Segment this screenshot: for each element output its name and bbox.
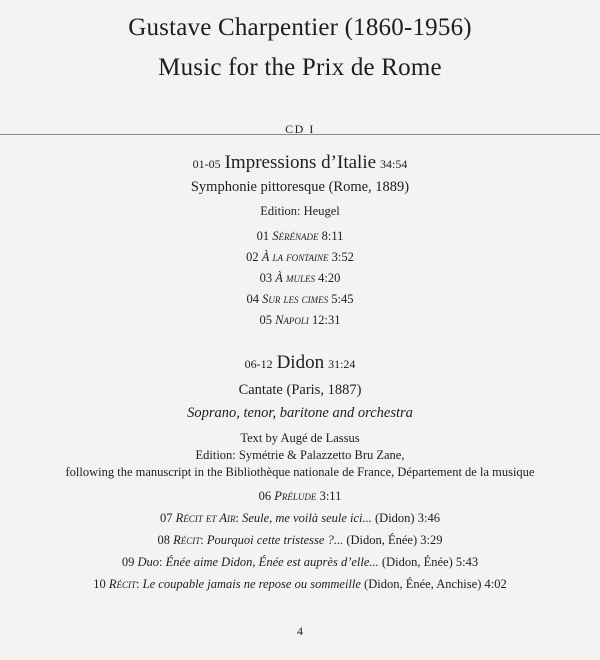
track-item: 07 Récit et Air: Seule, me voilà seule ici... (Didon) 3:46: [160, 511, 440, 525]
track-range: 06-12: [244, 357, 273, 371]
work-subtitle: Cantate (Paris, 1887): [238, 382, 362, 398]
page-number: 4: [297, 624, 303, 638]
track-item: 03 À mules 4:20: [259, 271, 341, 285]
work-scoring: Soprano, tenor, baritone and orchestra: [187, 405, 413, 421]
work-heading-impressions: [0, 152, 600, 174]
work-heading-didon: [0, 352, 600, 374]
track-item: 02 À la fontaine 3:52: [246, 250, 354, 264]
track-item: 06 Prélude 3:11: [258, 489, 342, 503]
track-item: 08 Récit: Pourquoi cette tristesse ?... (Didon, Énée) 3:29: [157, 533, 443, 547]
track-item: 01 Sérénade 8:11: [256, 229, 344, 243]
manuscript-note: following the manuscript in the Bibliothèque nationale de France, Département de la musique: [65, 465, 535, 479]
track-range: 01-05: [192, 157, 221, 171]
work-title: Impressions d’Italie: [224, 152, 377, 173]
work-edition: Edition: Symétrie & Palazzetto Bru Zane,: [195, 448, 405, 462]
album-title: Music for the Prix de Rome: [158, 54, 442, 81]
text-author: Text by Augé de Lassus: [240, 431, 360, 445]
track-item: 09 Duo: Énée aime Didon, Énée est auprès d’elle... (Didon, Énée) 5:43: [121, 555, 479, 569]
cd-label: CD I: [285, 122, 315, 136]
work-duration: 31:24: [328, 357, 356, 371]
track-item: 10 Récit: Le coupable jamais ne repose ou sommeille (Didon, Énée, Anchise) 4:02: [93, 577, 507, 591]
work-duration: 34:54: [380, 157, 408, 171]
composer-title: Gustave Charpentier (1860-1956): [128, 14, 472, 41]
work-subtitle: Symphonie pittoresque (Rome, 1889): [190, 179, 410, 195]
track-item: 04 Sur les cimes 5:45: [246, 292, 354, 306]
track-item: 05 Napoli 12:31: [259, 313, 341, 327]
work-title: Didon: [276, 352, 325, 373]
work-edition: Edition: Heugel: [260, 204, 340, 218]
